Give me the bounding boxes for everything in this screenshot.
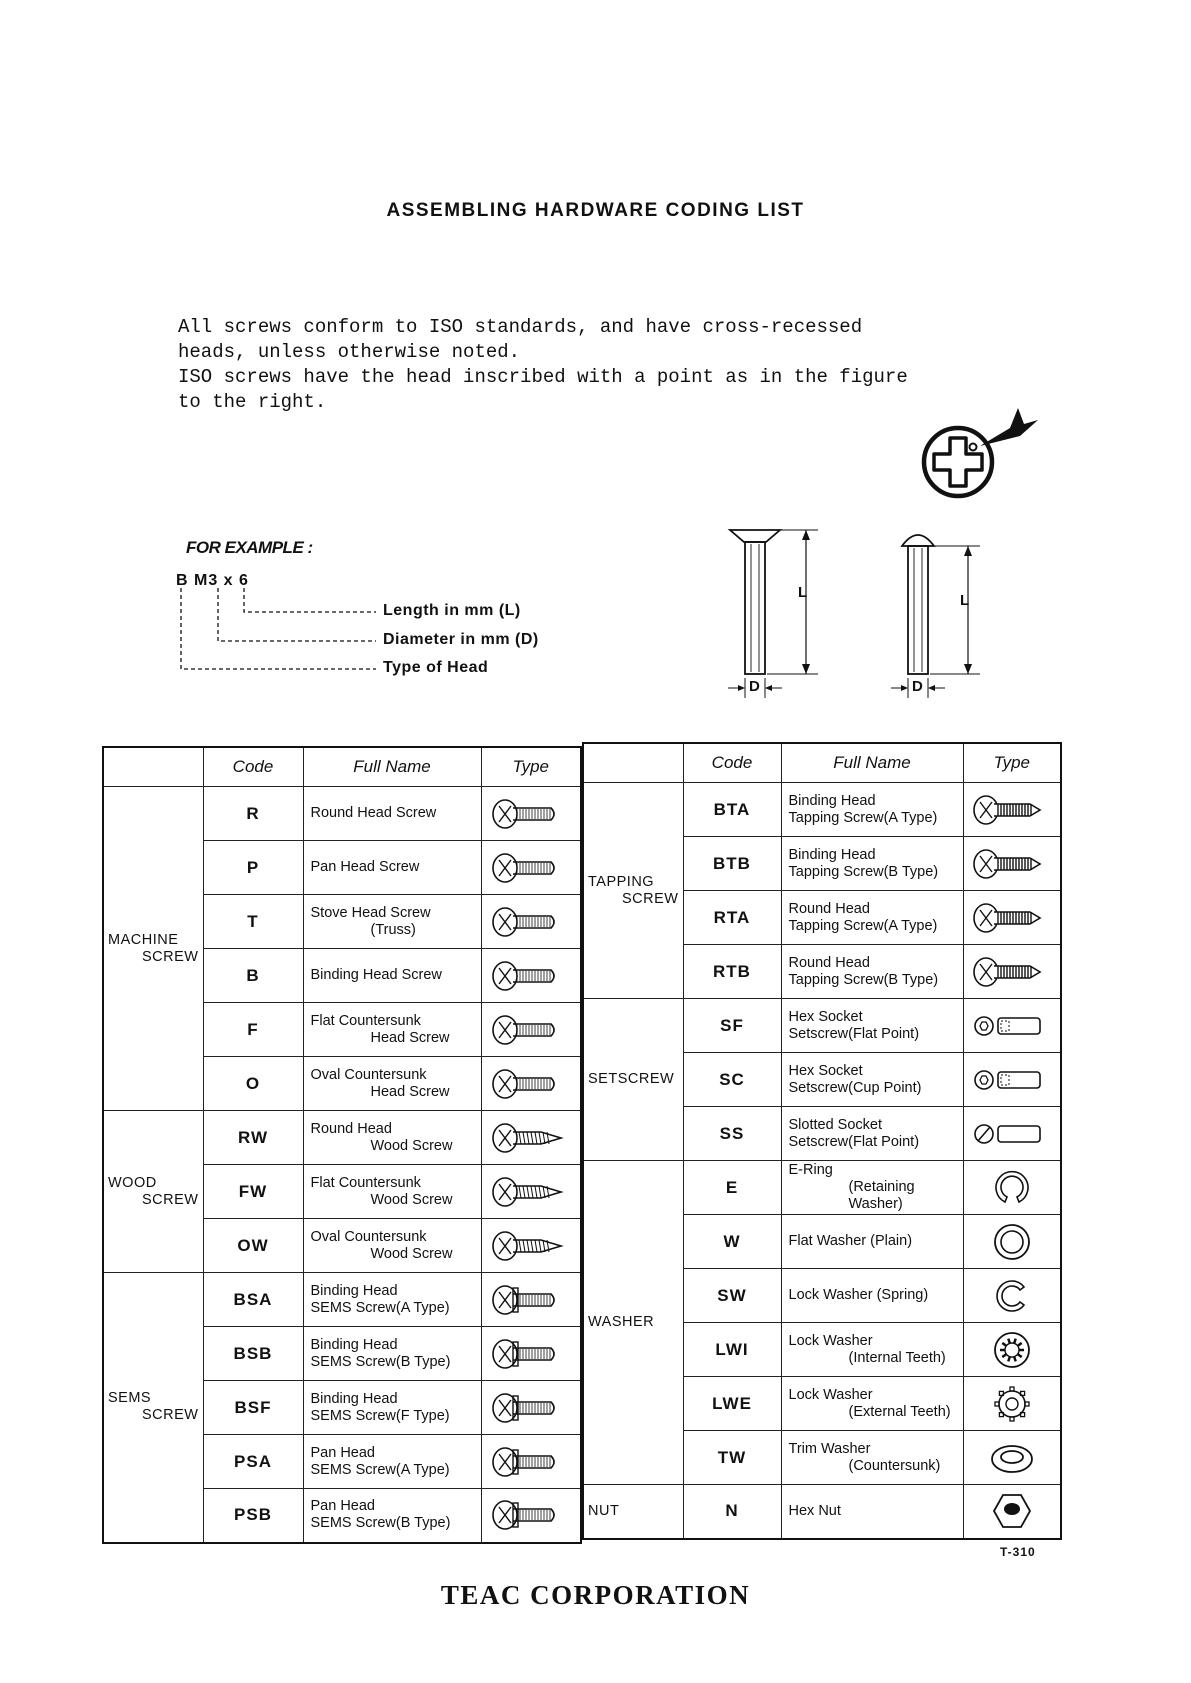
category-cell	[583, 999, 683, 1161]
type-cell	[481, 1219, 581, 1273]
sems-screw-icon	[491, 1496, 571, 1534]
full-name-line: Hex Nut	[788, 1502, 841, 1519]
header-full-name: Full Name	[303, 747, 481, 787]
full-name-line: (Retaining Washer)	[848, 1179, 915, 1212]
full-name-line: Lock Washer	[788, 1386, 873, 1403]
hex-nut-icon	[972, 1492, 1052, 1530]
full-name-line: Stove Head Screw	[310, 904, 431, 921]
type-cell	[963, 1323, 1061, 1377]
dim-label-d: D	[749, 678, 760, 695]
type-cell	[481, 1381, 581, 1435]
header-full-name: Full Name	[781, 743, 963, 783]
sems-screw-icon	[491, 1281, 571, 1319]
e-ring-icon	[972, 1169, 1052, 1207]
full-name-cell	[303, 787, 481, 841]
flat-washer-icon	[972, 1223, 1052, 1261]
full-name-line: Lock Washer	[788, 1332, 873, 1349]
external-teeth-washer-icon	[972, 1385, 1052, 1423]
full-name-line: SEMS Screw(A Type)	[310, 1461, 450, 1478]
type-cell	[481, 895, 581, 949]
code-cell: T	[203, 895, 303, 949]
table-row	[103, 787, 581, 841]
type-cell	[963, 1377, 1061, 1431]
type-cell	[963, 1269, 1061, 1323]
pan-head-screw-icon	[491, 849, 571, 887]
full-name-line: SEMS Screw(F Type)	[310, 1407, 450, 1424]
full-name-line: Pan Head Screw	[310, 859, 420, 875]
category-line: WASHER	[588, 1314, 655, 1330]
full-name-line: Binding Head	[310, 1282, 398, 1299]
category-line: SCREW	[142, 948, 199, 965]
full-name-cell	[781, 1053, 963, 1107]
code-cell: TW	[683, 1431, 781, 1485]
code-cell: B	[203, 949, 303, 1003]
code-cell: F	[203, 1003, 303, 1057]
full-name-line: Round Head	[788, 954, 870, 971]
tapping-screw-icon	[972, 953, 1052, 991]
code-cell: LWI	[683, 1323, 781, 1377]
header-row	[583, 743, 1061, 783]
header-type: Type	[963, 743, 1061, 783]
hex-socket-setscrew-icon	[972, 1061, 1052, 1099]
full-name-line: Binding Head	[788, 792, 876, 809]
full-name-cell	[781, 945, 963, 999]
category-cell	[103, 1273, 203, 1543]
full-name-line: Pan Head	[310, 1444, 375, 1461]
type-cell	[963, 1053, 1061, 1107]
legend-head-type: Type of Head	[383, 659, 489, 676]
category-line: SEMS	[108, 1390, 152, 1407]
type-cell	[963, 1107, 1061, 1161]
dim-label-d-2: D	[912, 678, 923, 695]
code-cell: BTA	[683, 783, 781, 837]
intro-line: to the right.	[178, 391, 327, 413]
full-name-line: Round Head Screw	[310, 805, 437, 821]
full-name-line: Setscrew(Flat Point)	[788, 1133, 920, 1150]
category-cell	[583, 1485, 683, 1539]
table-row	[103, 1273, 581, 1327]
code-cell: N	[683, 1485, 781, 1539]
type-cell	[481, 841, 581, 895]
full-name-line: (Truss)	[370, 921, 416, 938]
type-cell	[481, 1003, 581, 1057]
full-name-line: Setscrew(Cup Point)	[788, 1079, 922, 1096]
intro-line: ISO screws have the head inscribed with a point as in the figure	[178, 366, 908, 388]
category-line: SETSCREW	[588, 1071, 675, 1087]
header-code: Code	[203, 747, 303, 787]
full-name-line: Slotted Socket	[788, 1116, 882, 1133]
category-line: SCREW	[142, 1191, 199, 1208]
full-name-cell	[303, 1273, 481, 1327]
table-row	[583, 999, 1061, 1053]
code-cell: SF	[683, 999, 781, 1053]
full-name-cell	[303, 949, 481, 1003]
full-name-line: Tapping Screw(A Type)	[788, 809, 938, 826]
table-row	[583, 783, 1061, 837]
code-cell: P	[203, 841, 303, 895]
intro-text	[178, 315, 998, 415]
type-cell	[481, 1111, 581, 1165]
full-name-cell	[781, 1485, 963, 1539]
right-table-body	[583, 783, 1061, 1539]
tapping-screw-icon	[972, 791, 1052, 829]
oval-countersunk-screw-icon	[491, 1065, 571, 1103]
sems-screw-icon	[491, 1443, 571, 1481]
header-category	[103, 747, 203, 787]
full-name-cell	[781, 891, 963, 945]
example-label: FOR EXAMPLE :	[186, 538, 313, 557]
full-name-cell	[781, 837, 963, 891]
full-name-line: Trim Washer	[788, 1440, 871, 1457]
code-cell: W	[683, 1215, 781, 1269]
example-code: B M3 x 6	[176, 572, 249, 589]
code-cell: BSA	[203, 1273, 303, 1327]
internal-teeth-washer-icon	[972, 1331, 1052, 1369]
company-name: TEAC CORPORATION	[440, 1580, 751, 1610]
full-name-line: Setscrew(Flat Point)	[788, 1025, 920, 1042]
left-table-body	[103, 787, 581, 1543]
trim-washer-icon	[972, 1439, 1052, 1477]
sems-screw-icon	[491, 1389, 571, 1427]
code-cell: RW	[203, 1111, 303, 1165]
oval-wood-screw-icon	[491, 1227, 571, 1265]
type-cell	[481, 1273, 581, 1327]
full-name-cell	[781, 1107, 963, 1161]
full-name-line: Head Screw	[370, 1029, 450, 1046]
iso-point-head-icon	[920, 400, 1050, 505]
hex-socket-setscrew-icon	[972, 1007, 1052, 1045]
tapping-screw-icon	[972, 845, 1052, 883]
code-cell: OW	[203, 1219, 303, 1273]
dim-label-l-2: L	[960, 592, 970, 609]
full-name-line: Binding Head Screw	[310, 967, 442, 983]
spring-washer-icon	[972, 1277, 1052, 1315]
full-name-line: Hex Socket	[788, 1062, 863, 1079]
category-cell	[583, 1161, 683, 1485]
left-coding-table	[102, 746, 582, 1544]
type-cell	[963, 837, 1061, 891]
table-row	[583, 1161, 1061, 1215]
code-cell: SS	[683, 1107, 781, 1161]
code-cell: LWE	[683, 1377, 781, 1431]
full-name-line: Tapping Screw(B Type)	[788, 971, 939, 988]
full-name-line: Round Head	[788, 900, 870, 917]
full-name-line: Binding Head	[310, 1336, 398, 1353]
full-name-cell	[303, 895, 481, 949]
slotted-setscrew-icon	[972, 1115, 1052, 1153]
header-row	[103, 747, 581, 787]
full-name-line: Flat Countersunk	[310, 1012, 421, 1029]
full-name-line: Binding Head	[788, 846, 876, 863]
full-name-line: Hex Socket	[788, 1008, 863, 1025]
code-cell: FW	[203, 1165, 303, 1219]
tapping-screw-icon	[972, 899, 1052, 937]
category-line: SCREW	[622, 890, 679, 907]
type-cell	[963, 1161, 1061, 1215]
full-name-line: Flat Washer (Plain)	[788, 1233, 913, 1249]
header-type: Type	[481, 747, 581, 787]
table-row	[583, 1485, 1061, 1539]
code-cell: BSB	[203, 1327, 303, 1381]
full-name-line: (Internal Teeth)	[848, 1349, 946, 1366]
full-name-cell	[303, 841, 481, 895]
example-block	[176, 538, 616, 688]
full-name-line: Wood Screw	[370, 1137, 453, 1154]
intro-line: All screws conform to ISO standards, and have cross-recessed	[178, 316, 863, 338]
header-code: Code	[683, 743, 781, 783]
full-name-cell	[781, 999, 963, 1053]
category-line: WOOD	[108, 1174, 157, 1191]
code-cell: RTB	[683, 945, 781, 999]
intro-line: heads, unless otherwise noted.	[178, 341, 521, 363]
full-name-cell	[303, 1381, 481, 1435]
code-cell: PSB	[203, 1489, 303, 1543]
full-name-line: E-Ring	[788, 1162, 833, 1178]
sems-screw-icon	[491, 1335, 571, 1373]
code-cell: SW	[683, 1269, 781, 1323]
type-cell	[963, 999, 1061, 1053]
type-cell	[481, 949, 581, 1003]
full-name-cell	[781, 1431, 963, 1485]
code-cell: R	[203, 787, 303, 841]
binding-head-screw-icon	[491, 957, 571, 995]
type-cell	[481, 1057, 581, 1111]
full-name-line: Tapping Screw(B Type)	[788, 863, 939, 880]
code-cell: O	[203, 1057, 303, 1111]
legend-length: Length in mm (L)	[383, 602, 521, 619]
category-cell	[583, 783, 683, 999]
full-name-line: SEMS Screw(A Type)	[310, 1299, 450, 1316]
full-name-line: Head Screw	[370, 1083, 450, 1100]
full-name-cell	[303, 1003, 481, 1057]
code-cell: RTA	[683, 891, 781, 945]
flat-wood-screw-icon	[491, 1173, 571, 1211]
code-cell: PSA	[203, 1435, 303, 1489]
full-name-line: Oval Countersunk	[310, 1066, 427, 1083]
category-line: TAPPING	[588, 873, 655, 890]
full-name-cell	[303, 1165, 481, 1219]
right-coding-table	[582, 742, 1062, 1540]
full-name-cell	[303, 1219, 481, 1273]
round-wood-screw-icon	[491, 1119, 571, 1157]
screw-dimension-drawing	[720, 520, 1010, 710]
full-name-cell	[781, 1323, 963, 1377]
type-cell	[481, 1165, 581, 1219]
category-cell	[103, 1111, 203, 1273]
full-name-cell	[781, 1269, 963, 1323]
full-name-line: Tapping Screw(A Type)	[788, 917, 938, 934]
full-name-line: Binding Head	[310, 1390, 398, 1407]
type-cell	[963, 1431, 1061, 1485]
full-name-line: Wood Screw	[370, 1191, 453, 1208]
full-name-line: Lock Washer (Spring)	[788, 1287, 929, 1303]
code-cell: BSF	[203, 1381, 303, 1435]
table-row	[103, 1111, 581, 1165]
page-code: T-310	[1000, 1545, 1036, 1559]
stove-head-screw-icon	[491, 903, 571, 941]
full-name-line: (Countersunk)	[848, 1457, 941, 1474]
full-name-cell	[781, 1215, 963, 1269]
round-head-screw-icon	[491, 795, 571, 833]
flat-countersunk-screw-icon	[491, 1011, 571, 1049]
dim-label-l: L	[798, 584, 808, 601]
page-title: ASSEMBLING HARDWARE CODING LIST	[386, 200, 805, 221]
full-name-cell	[781, 1161, 963, 1215]
code-cell: E	[683, 1161, 781, 1215]
type-cell	[963, 783, 1061, 837]
full-name-cell	[303, 1111, 481, 1165]
category-line: NUT	[588, 1502, 620, 1519]
full-name-cell	[303, 1057, 481, 1111]
category-line: MACHINE	[108, 931, 179, 948]
header-category	[583, 743, 683, 783]
full-name-line: Oval Countersunk	[310, 1228, 427, 1245]
type-cell	[481, 1489, 581, 1543]
full-name-line: SEMS Screw(B Type)	[310, 1353, 451, 1370]
full-name-cell	[303, 1435, 481, 1489]
full-name-cell	[303, 1327, 481, 1381]
full-name-line: Pan Head	[310, 1498, 375, 1515]
dimension-figure	[720, 520, 1010, 715]
category-cell	[103, 787, 203, 1111]
full-name-cell	[781, 783, 963, 837]
category-line: SCREW	[142, 1407, 199, 1424]
legend-diameter: Diameter in mm (D)	[383, 631, 539, 648]
type-cell	[963, 945, 1061, 999]
type-cell	[963, 1215, 1061, 1269]
full-name-cell	[781, 1377, 963, 1431]
code-cell: BTB	[683, 837, 781, 891]
full-name-line: (External Teeth)	[848, 1403, 951, 1420]
full-name-cell	[303, 1489, 481, 1543]
type-cell	[481, 1435, 581, 1489]
full-name-line: Flat Countersunk	[310, 1174, 421, 1191]
full-name-line: Round Head	[310, 1120, 392, 1137]
type-cell	[481, 1327, 581, 1381]
code-cell: SC	[683, 1053, 781, 1107]
type-cell	[481, 787, 581, 841]
full-name-line: Wood Screw	[370, 1245, 453, 1262]
type-cell	[963, 1485, 1061, 1539]
full-name-line: SEMS Screw(B Type)	[310, 1515, 451, 1532]
type-cell	[963, 891, 1061, 945]
